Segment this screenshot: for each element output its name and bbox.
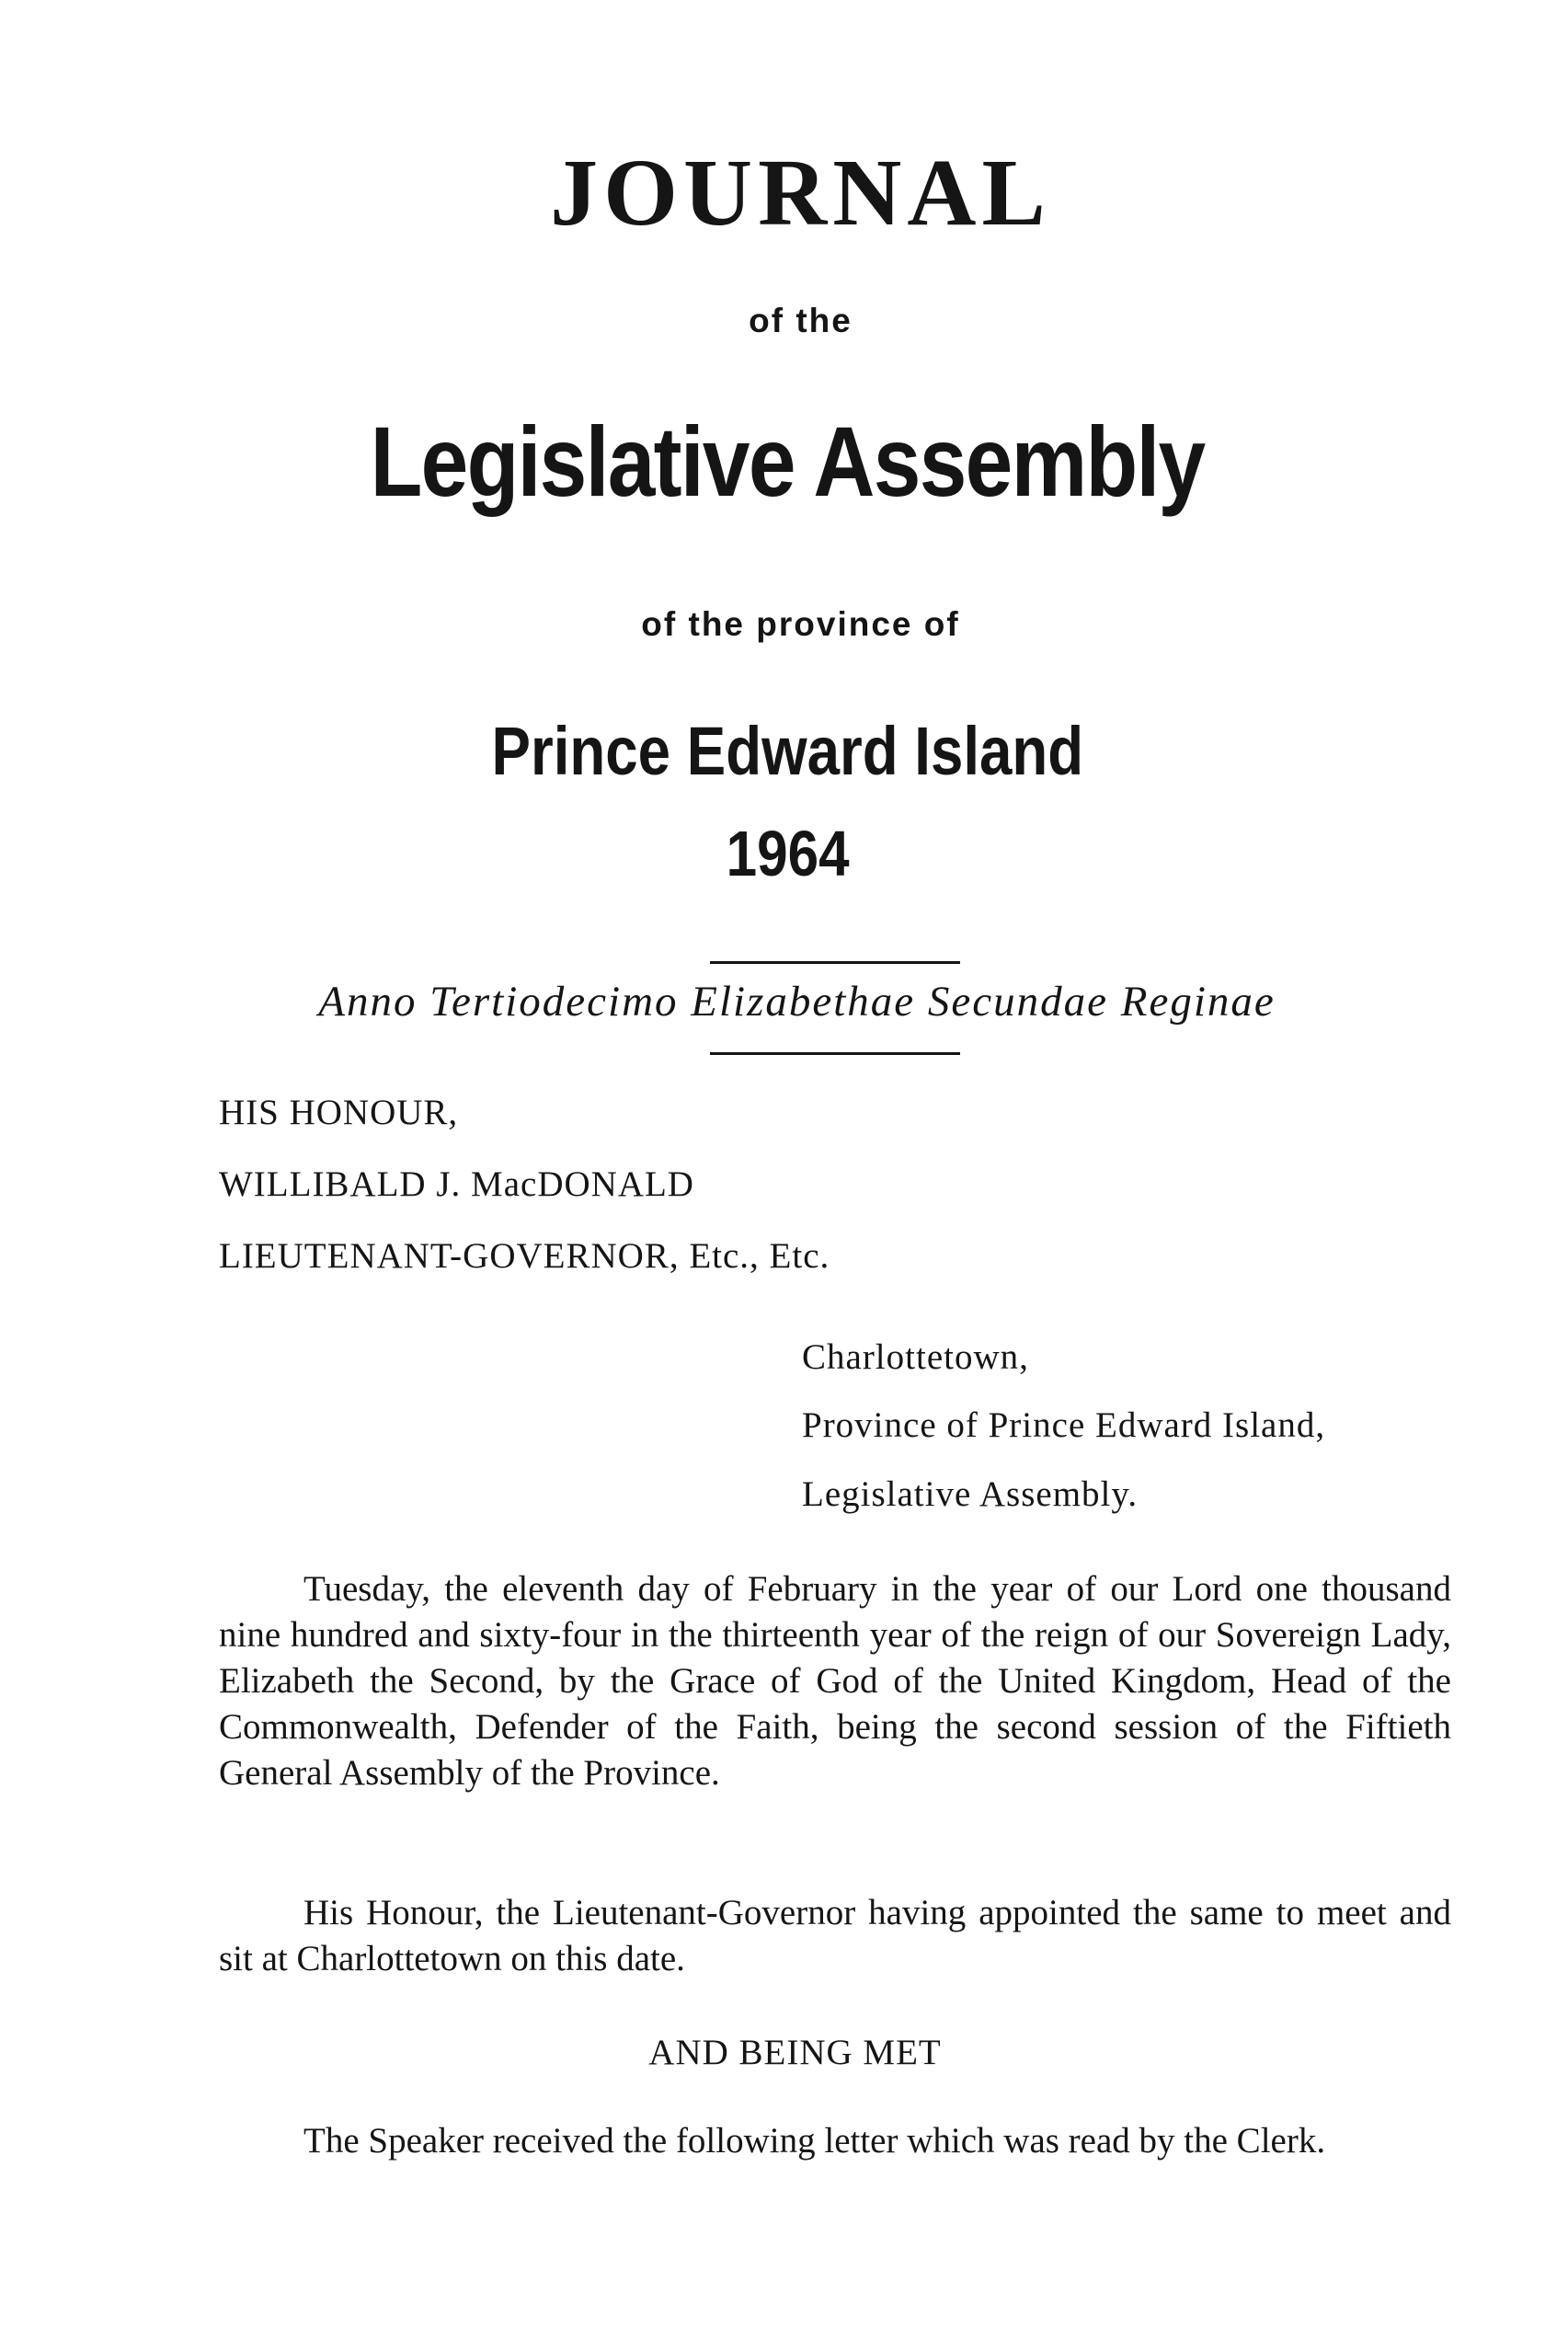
address-honorific: HIS HONOUR, [219, 1093, 459, 1132]
place-province: Province of Prince Edward Island, [802, 1405, 1326, 1445]
appointment-paragraph: His Honour, the Lieutenant-Governor having appointed the same to meet and sit at Charlottetown on this date. [219, 1893, 1451, 1978]
of-the-line: of the [749, 302, 853, 339]
opening-paragraph: Tuesday, the eleventh day of February in the year of our Lord one thousand nine hundred and sixty-four in the thirteenth year of the reign of our Sovereign Lady, Elizabeth the Second, by the Grace of God of the United Kingdom, Head of the Commonwealth, Defender of the Faith, being the second session of the Fiftieth General Assembly of the Province. [219, 1569, 1451, 1793]
session-year: 1964 [726, 818, 850, 889]
top-divider [710, 961, 960, 964]
speaker-letter-paragraph: The Speaker received the following letter which was read by the Clerk. [303, 2121, 1326, 2161]
province-name: Prince Edward Island [491, 713, 1084, 789]
regnal-year-line: Anno Tertiodecimo Elizabethae Secundae Reginae [318, 978, 1276, 1026]
province-of-line: of the province of [641, 605, 960, 643]
place-assembly: Legislative Assembly. [802, 1474, 1139, 1514]
bottom-divider [710, 1052, 960, 1055]
place-city: Charlottetown, [802, 1337, 1029, 1377]
address-name: WILLIBALD J. MacDONALD [219, 1164, 694, 1204]
address-office: LIEUTENANT-GOVERNOR, Etc., Etc. [219, 1236, 830, 1276]
legislative-assembly-heading: Legislative Assembly [370, 406, 1205, 517]
and-being-met-heading: AND BEING MET [648, 2033, 942, 2072]
journal-title: JOURNAL [550, 140, 1051, 246]
